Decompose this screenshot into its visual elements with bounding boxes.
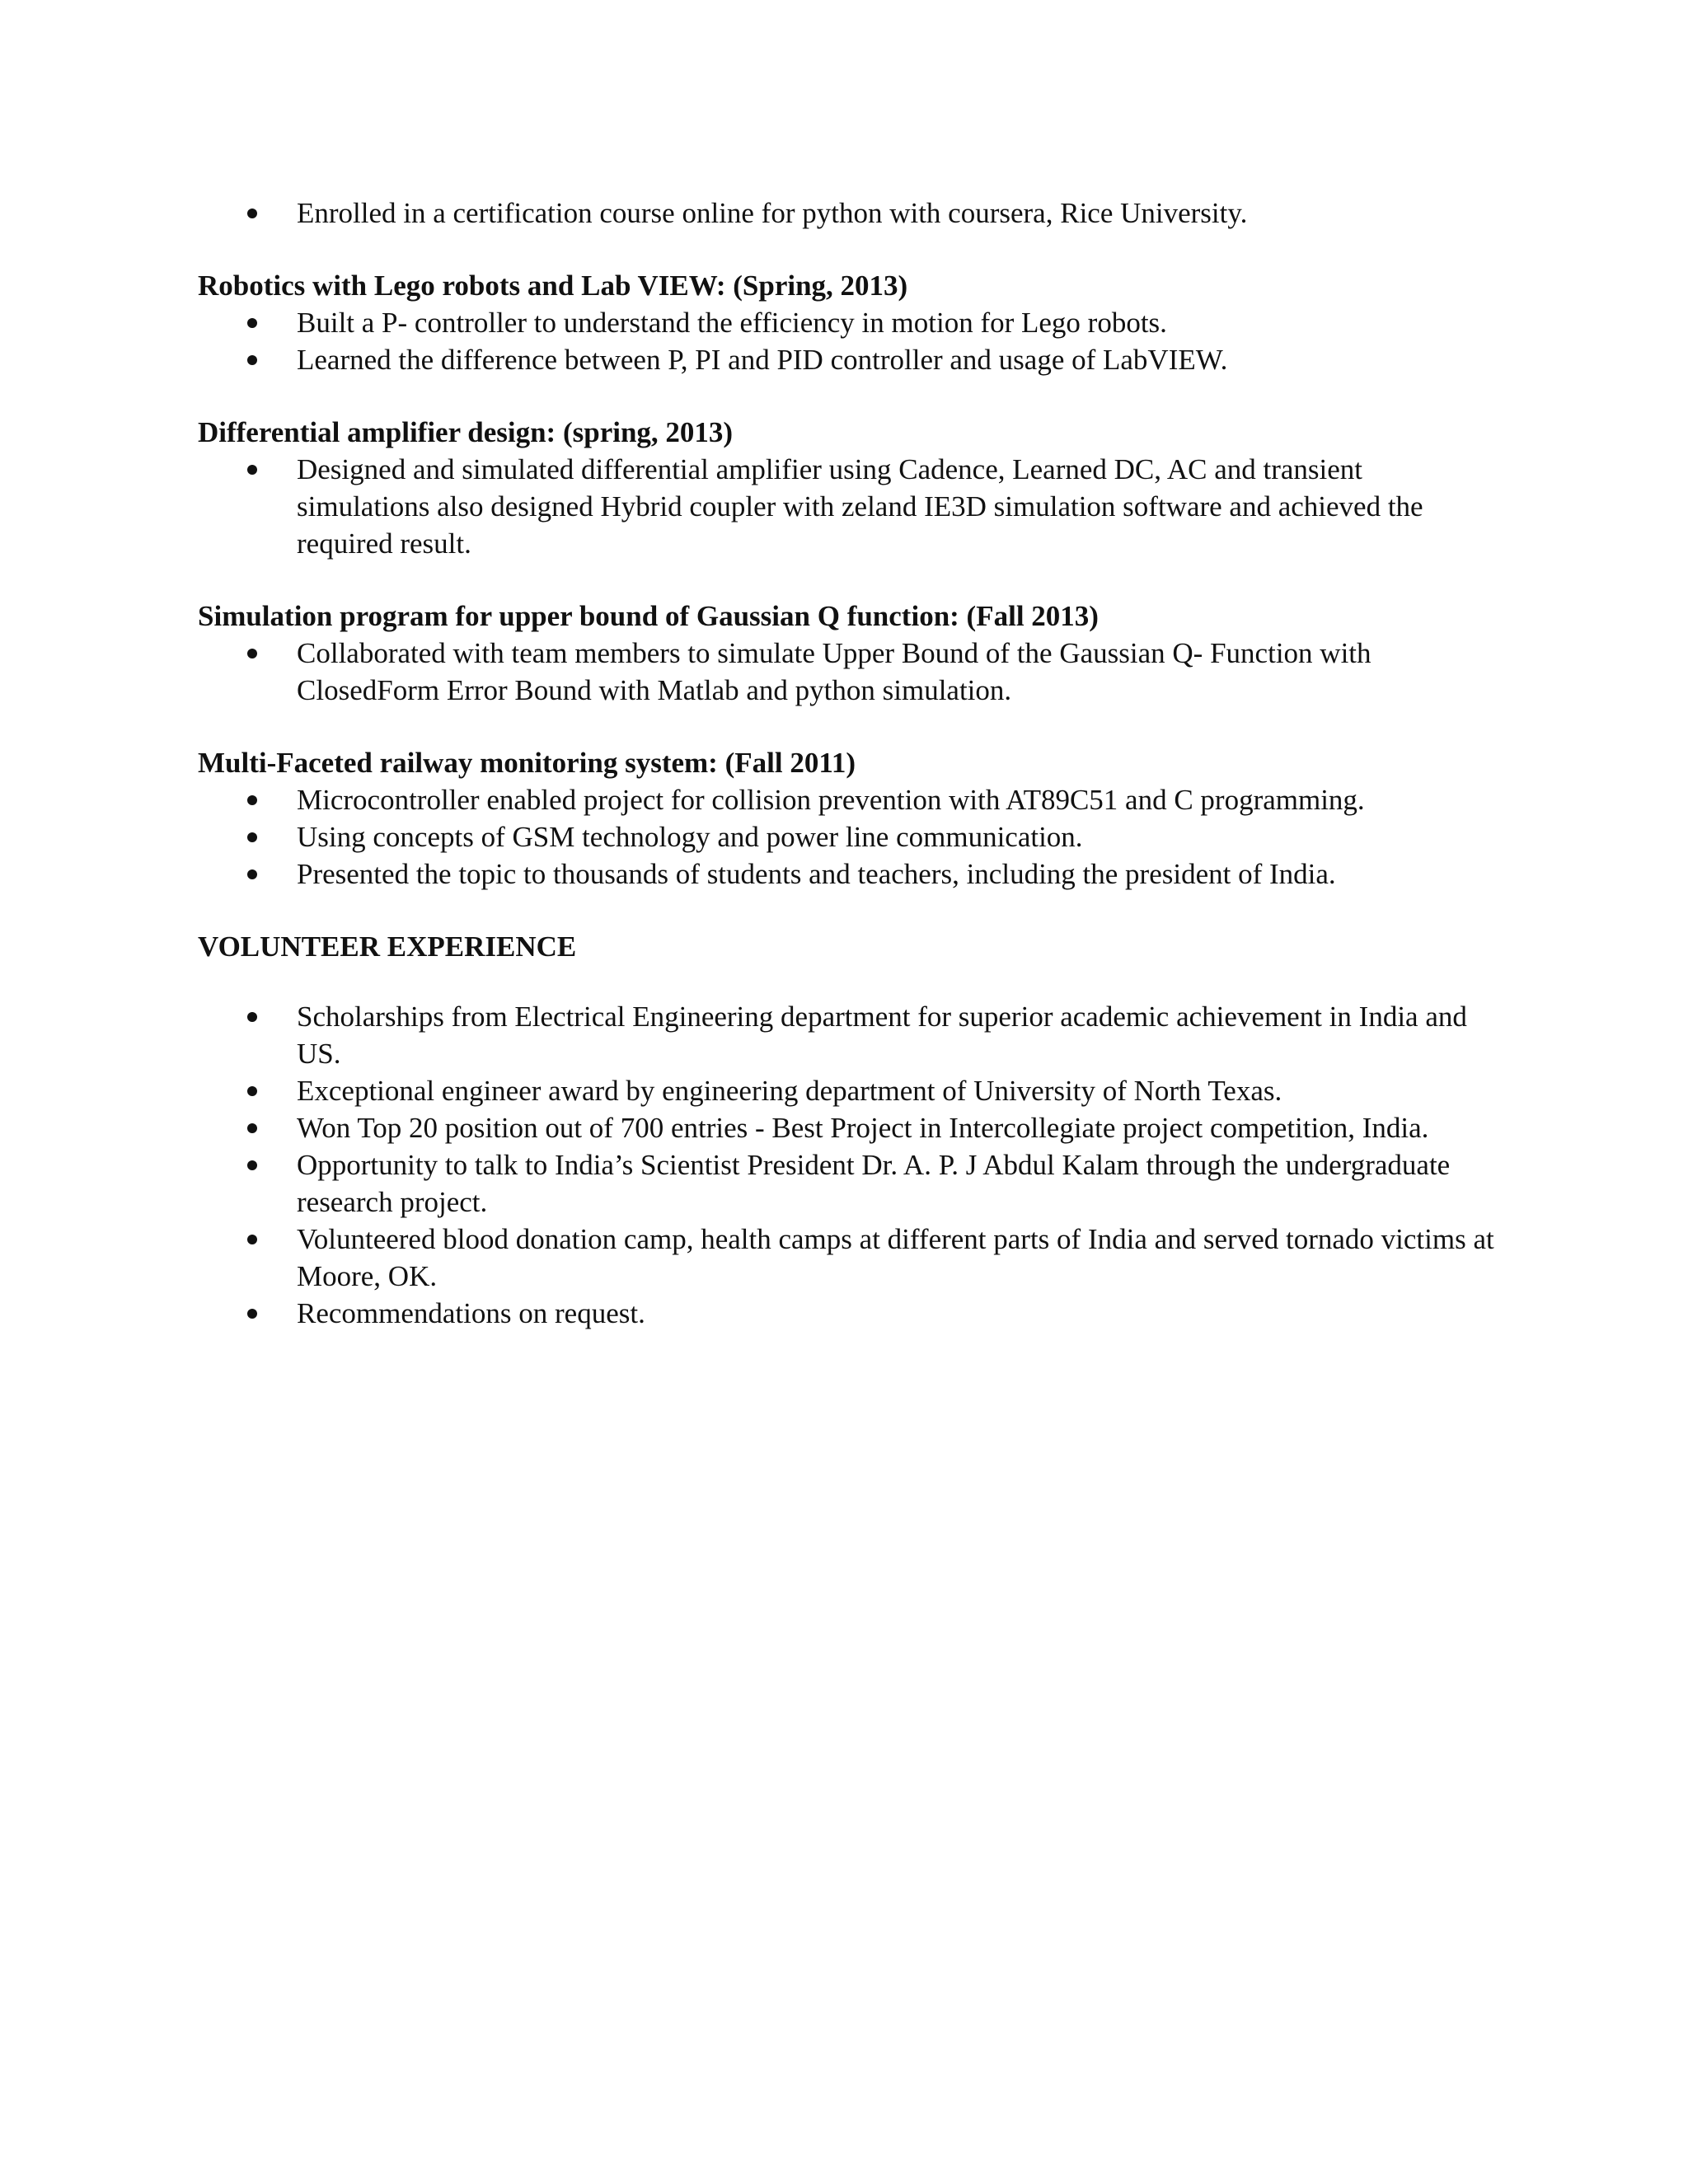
list-item: Using concepts of GSM technology and power line communication.: [198, 818, 1500, 855]
list-item: Opportunity to talk to India’s Scientist President Dr. A. P. J Abdul Kalam through the undergraduate research project.: [198, 1146, 1500, 1221]
list-item: Exceptional engineer award by engineering department of University of North Texas.: [198, 1072, 1500, 1109]
list-item: Scholarships from Electrical Engineering department for superior academic achievement in India and US.: [198, 998, 1500, 1072]
list-item: Recommendations on request.: [198, 1295, 1500, 1332]
spacer: [198, 893, 1500, 928]
spacer: [198, 562, 1500, 598]
spacer: [198, 965, 1500, 998]
spacer: [198, 709, 1500, 744]
list-item: Learned the difference between P, PI and PID controller and usage of LabVIEW.: [198, 341, 1500, 378]
spacer: [198, 378, 1500, 414]
section-heading-simulation-program: Simulation program for upper bound of Gaussian Q function: (Fall 2013): [198, 600, 1099, 632]
differential-amplifier-list: [198, 451, 1500, 562]
section-heading-differential-amplifier: Differential amplifier design: (spring, 2013): [198, 416, 734, 448]
section-heading-railway-monitoring: Multi-Faceted railway monitoring system: (Fall 2011): [198, 747, 856, 779]
list-item: Volunteered blood donation camp, health camps at different parts of India and served tornado victims at Moore, OK.: [198, 1221, 1500, 1295]
list-item: Built a P- controller to understand the efficiency in motion for Lego robots.: [198, 304, 1500, 341]
railway-monitoring-list: [198, 781, 1500, 893]
list-item: Microcontroller enabled project for collision prevention with AT89C51 and C programming.: [198, 781, 1500, 818]
list-item: Designed and simulated differential amplifier using Cadence, Learned DC, AC and transient simulations also designed Hybrid coupler with zeland IE3D simulation software and achieved the required result.: [198, 451, 1500, 562]
list-item: Won Top 20 position out of 700 entries - Best Project in Intercollegiate project competition, India.: [198, 1109, 1500, 1146]
volunteer-experience-list: [198, 998, 1500, 1332]
section-heading-robotics: Robotics with Lego robots and Lab VIEW: (Spring, 2013): [198, 269, 908, 302]
resume-content: [198, 194, 1500, 1332]
simulation-program-list: [198, 635, 1500, 709]
robotics-list: [198, 304, 1500, 378]
list-item: Enrolled in a certification course online for python with coursera, Rice University.: [198, 194, 1500, 232]
list-item: Collaborated with team members to simulate Upper Bound of the Gaussian Q- Function with ClosedForm Error Bound with Matlab and python simulation.: [198, 635, 1500, 709]
section-heading-volunteer-experience: VOLUNTEER EXPERIENCE: [198, 930, 577, 963]
spacer: [198, 232, 1500, 267]
list-item: Presented the topic to thousands of students and teachers, including the president of India.: [198, 855, 1500, 893]
certification-list: [198, 194, 1500, 232]
